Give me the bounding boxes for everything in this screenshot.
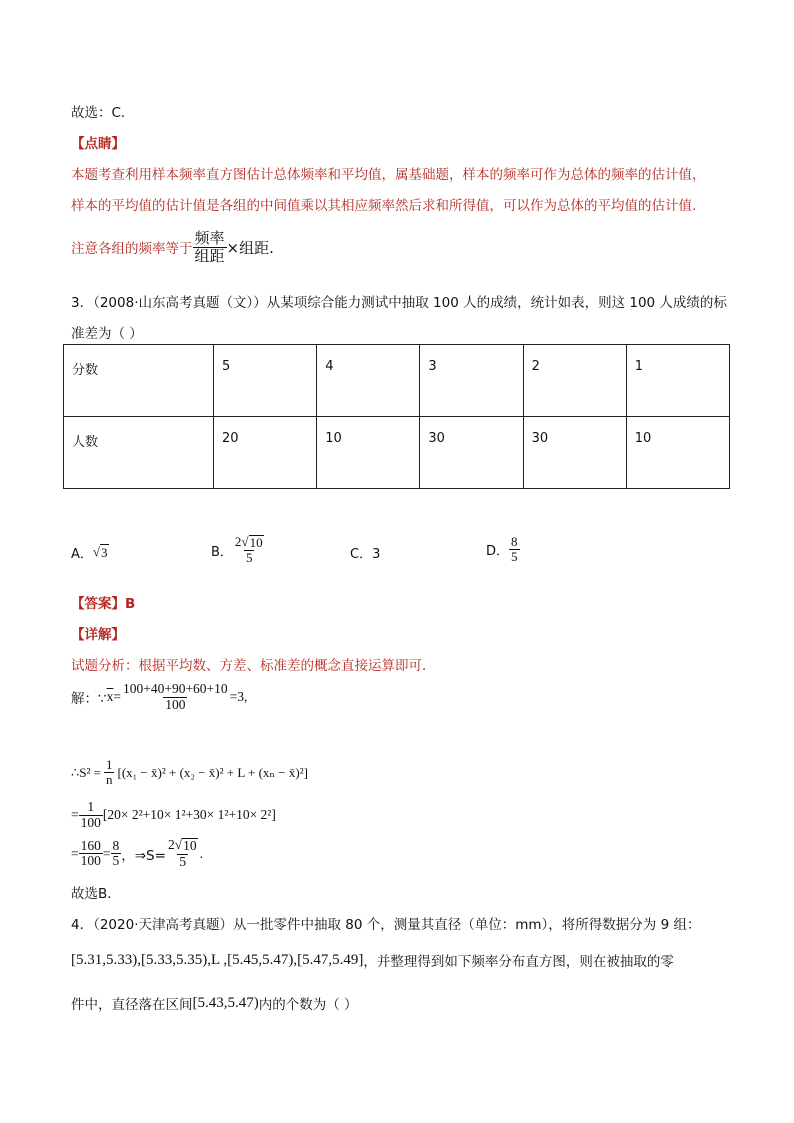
q2-choice: 故选：C. (71, 105, 126, 121)
table-cell: 30 (420, 417, 523, 489)
option-d-denominator: 5 (511, 549, 518, 565)
table-row (64, 417, 730, 489)
table-cell: 5 (214, 345, 317, 417)
q3-variance-line3 (71, 838, 203, 870)
l3-num3-rad: 10 (183, 838, 197, 853)
option-d (486, 535, 520, 565)
row1-label: 分数 (64, 345, 214, 417)
l3-eq: = (71, 845, 79, 861)
sol-mean-fraction (121, 682, 230, 713)
table-cell: 30 (523, 417, 626, 489)
variance-frac-num: 1 (105, 757, 113, 772)
sol-mean-denominator: 100 (165, 696, 186, 712)
sol-prefix: 解：∵ (71, 691, 107, 708)
option-d-fraction (509, 535, 520, 565)
q3-analysis: 试题分析：根据平均数、方差、标准差的概念直接运算即可． (71, 658, 436, 674)
q3-stem-line2: 准差为（ ） (71, 326, 143, 342)
l3-num3-coef: 2 (167, 837, 175, 852)
q3-variance-formula (71, 758, 308, 788)
table-cell: 1 (626, 345, 729, 417)
l3-frac2 (111, 839, 122, 870)
table-cell: 3 (420, 345, 523, 417)
q2-remark-line1: 本题考查利用样本频率直方图估计总体频率和平均值，属基础题，样本的频率可作为总体的频率的估计值， (71, 167, 706, 183)
sol-mean-result: =3, (229, 689, 248, 705)
note-numerator: 频率 (194, 229, 225, 247)
option-a (71, 543, 109, 562)
q3-choice: 故选B． (71, 886, 121, 902)
table-row (64, 345, 730, 417)
option-b-label: B． (211, 544, 233, 560)
option-b-denominator: 5 (245, 550, 253, 566)
q3-mean-line (71, 682, 247, 713)
l3-num3: 2√ 10 (167, 837, 197, 853)
note-denominator: 组距 (194, 246, 225, 265)
option-a-radicand: 3 (101, 545, 108, 560)
variance-body: [(x₁ − x̄)² + (x₂ − x̄)² + L + (xₙ − x̄)²] (117, 764, 308, 780)
variance-frac (104, 758, 115, 788)
l3-den2: 5 (112, 853, 120, 869)
q4-stem-line1: 4．（2020·天津高考真题）从一批零件中抽取 80 个，测量其直径（单位：mm），将所得数据分为 9 组： (71, 917, 701, 933)
option-d-label: D． (486, 544, 510, 560)
l2-eq: = (71, 807, 79, 823)
q2-remark-line2: 样本的平均值的估计值是各组的中间值乘以其相应频率然后求和所得值，可以作为总体的平均值的估计值. (71, 198, 697, 214)
q4-stem-line2 (71, 950, 674, 970)
sol-mean-numerator: 100+40+90+60+10 (122, 681, 228, 696)
q4-interval: [5.43,5.47) (192, 994, 259, 1011)
q3-variance-line2 (71, 800, 276, 831)
l2-frac (79, 800, 103, 831)
l3-num1: 160 (80, 837, 101, 853)
variance-frac-den: n (105, 772, 113, 788)
q3-score-table (63, 344, 730, 489)
option-a-label: A． (71, 547, 93, 562)
q4-intervals: [5.31,5.33),[5.33,5.35),L ,[5.45,5.47),[5.47,5.49] (71, 951, 364, 968)
l3-frac1 (79, 839, 103, 870)
note-prefix: 注意各组的频率等于 (71, 241, 193, 257)
l2-body: [20× 2²+10× 1²+30× 1²+10× 2²] (102, 807, 276, 823)
l3-den1: 100 (80, 853, 101, 869)
q4-stem3-suffix: 内的个数为（ ） (258, 997, 358, 1013)
sol-xbar: $\overline{x}$ (106, 689, 114, 705)
l3-num2: 8 (112, 837, 120, 853)
option-b (211, 535, 266, 566)
table-cell: 20 (214, 417, 317, 489)
q3-stem-line1: 3．（2008·山东高考真题（文））从某项综合能力测试中抽取 100 人的成绩，统计如表，则这 100 人成绩的标 (71, 295, 727, 311)
l3-den3: 5 (179, 853, 187, 869)
option-b-radicand: 10 (249, 535, 263, 550)
table-cell: 2 (523, 345, 626, 417)
table-cell: 10 (317, 417, 420, 489)
q4-stem-tail: ，并整理得到如下频率分布直方图，则在被抽取的零 (363, 954, 674, 970)
q4-stem3-prefix: 件中，直径落在区间 (71, 997, 193, 1013)
q2-remark-tag: 【点睛】 (71, 136, 125, 152)
table-cell: 4 (317, 345, 420, 417)
l2-num: 1 (87, 799, 95, 814)
option-b-coef: 2 (234, 534, 242, 549)
option-c: C．3 (350, 547, 381, 562)
q2-remark-note (71, 230, 274, 264)
note-fraction (193, 230, 227, 264)
option-a-sqrt: √ 3 (92, 544, 108, 560)
l3-mid: ，⇒S= (121, 847, 166, 864)
l3-frac3 (166, 838, 200, 870)
q4-stem-line3 (71, 993, 358, 1013)
row2-label: 人数 (64, 417, 214, 489)
option-b-numerator: 2√ 10 (234, 534, 263, 550)
q3-detail-tag: 【详解】 (71, 627, 125, 643)
table-cell: 10 (626, 417, 729, 489)
l2-den: 100 (80, 814, 101, 830)
note-suffix: ×组距. (226, 238, 274, 257)
sol-eq: = (113, 689, 121, 705)
variance-prefix: ∴S² = (71, 764, 101, 780)
q3-answer: 【答案】B (71, 596, 136, 612)
option-d-numerator: 8 (511, 534, 518, 549)
option-b-fraction (233, 535, 266, 566)
l3-end: . (199, 845, 203, 861)
l3-eq2: = (102, 845, 111, 861)
